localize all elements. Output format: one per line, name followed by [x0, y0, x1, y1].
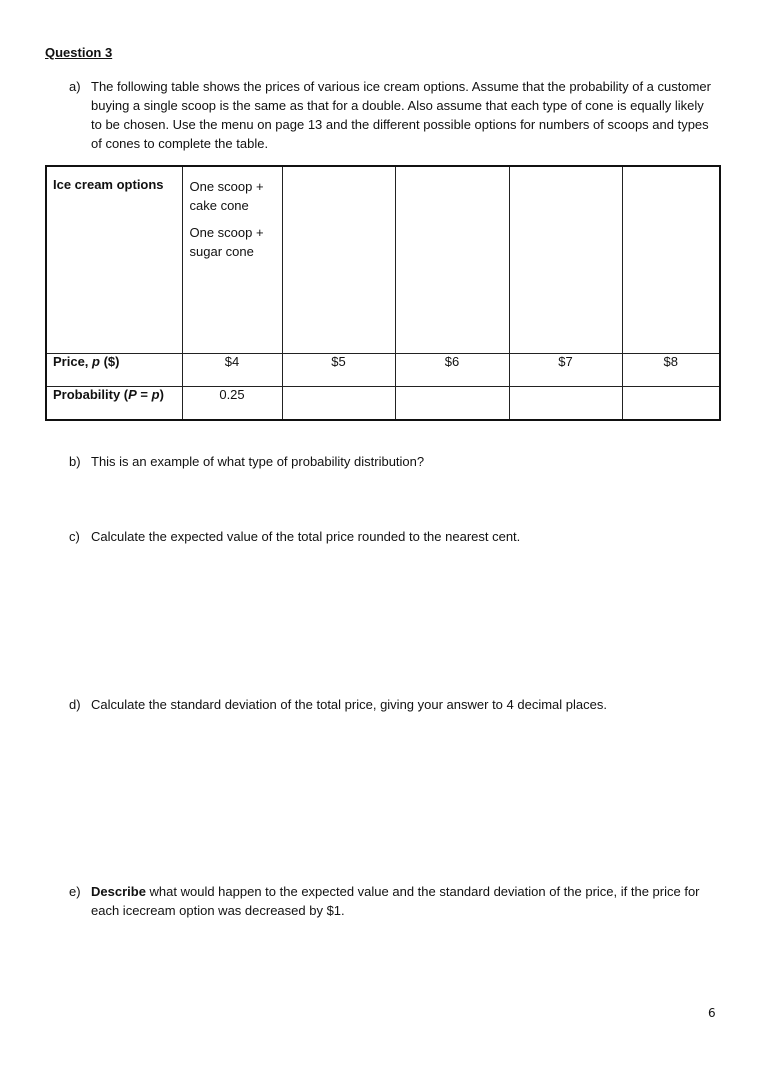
options-cell-3[interactable]	[395, 166, 509, 354]
part-c-text: Calculate the expected value of the total price rounded to the nearest cent.	[91, 529, 521, 544]
row-header-price: Price, p ($)	[46, 354, 182, 387]
price-cell: $8	[622, 354, 720, 387]
part-a-text: The following table shows the prices of various ice cream options. Assume that the probability of a customer buying a single scoop is the same as that for a double. Also assume that each type of cone is equally likely to be chosen. Use the menu on page 13 and the different possible options for numbers of scoops and types of cones to complete the table.	[91, 79, 711, 151]
part-b-label: b)	[69, 454, 81, 469]
part-a-label: a)	[69, 79, 81, 94]
options-cell-2[interactable]	[282, 166, 395, 354]
part-d-label: d)	[69, 697, 81, 712]
question-heading: Question 3	[45, 45, 113, 60]
part-e-text	[91, 882, 716, 920]
options-cell-1	[182, 166, 282, 354]
option-item: One scoop + cake cone	[189, 179, 264, 213]
options-cell-5[interactable]	[622, 166, 720, 354]
row-header-options: Ice cream options	[46, 166, 182, 354]
table-row-options	[46, 166, 720, 354]
part-d-text: Calculate the standard deviation of the total price, giving your answer to 4 decimal places.	[91, 697, 607, 712]
ice-cream-table	[45, 165, 721, 421]
part-e-label: e)	[69, 884, 81, 899]
price-cell: $5	[282, 354, 395, 387]
table-row-price	[46, 354, 720, 387]
probability-cell: 0.25	[182, 387, 282, 421]
price-cell: $4	[182, 354, 282, 387]
part-e-bold-word: Describe	[91, 884, 146, 899]
options-cell-4[interactable]	[509, 166, 622, 354]
part-c-label: c)	[69, 529, 80, 544]
probability-cell[interactable]	[282, 387, 395, 421]
table-row-probability	[46, 387, 720, 421]
probability-cell[interactable]	[509, 387, 622, 421]
part-e-body: what would happen to the expected value and the standard deviation of the price, if the price for each icecream option was decreased by $1.	[91, 884, 700, 918]
probability-cell[interactable]	[622, 387, 720, 421]
option-item: One scoop + sugar cone	[189, 225, 264, 259]
price-cell: $6	[395, 354, 509, 387]
row-header-probability: Probability (P = p)	[46, 387, 182, 421]
probability-cell[interactable]	[395, 387, 509, 421]
part-b-text: This is an example of what type of probability distribution?	[91, 454, 425, 469]
price-cell: $7	[509, 354, 622, 387]
page-number: 6	[708, 1006, 716, 1020]
